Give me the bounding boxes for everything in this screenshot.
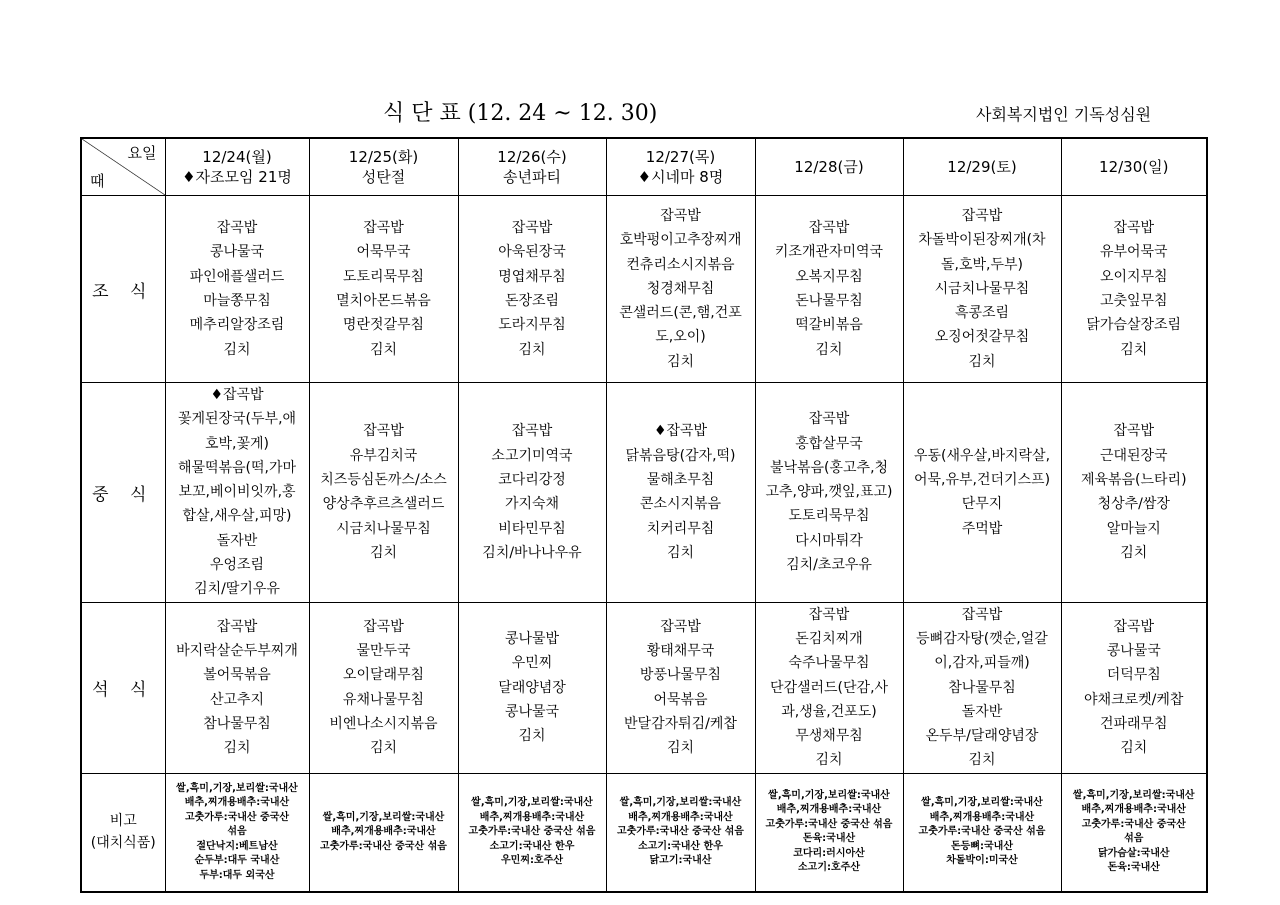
menu-cell (458, 602, 606, 773)
menu-item: 파인애플샐러드 (189, 268, 285, 285)
menu-item: 유채나물무침 (342, 691, 425, 708)
menu-item: 더덕무침 (1106, 667, 1161, 684)
day-header (309, 138, 458, 196)
menu-item: 불낙볶음(홍고추,청 (769, 459, 889, 476)
menu-table (80, 137, 1208, 893)
notes-cell (458, 773, 606, 892)
menu-item: 오이달래무침 (342, 667, 425, 684)
corner-meal-label: 때 (90, 172, 105, 190)
menu-item: 꽃게된장국(두부,애 (177, 411, 297, 428)
menu-item: 돈나물무침 (795, 293, 863, 309)
day-date: 12/28(금) (794, 158, 864, 176)
menu-item: 고추,양파,깻잎,표고) (765, 484, 893, 501)
menu-item: 이,감자,피들깨) (934, 655, 1030, 672)
origin-note: 우민찌:호주산 (501, 855, 563, 866)
menu-item: 돌자반 (216, 532, 258, 549)
menu-item: 볼어묵볶음 (203, 667, 271, 684)
menu-item: 김치 (968, 353, 996, 370)
notes-cell (309, 773, 458, 892)
menu-cell (755, 602, 903, 773)
menu-item: 도라지무침 (498, 317, 566, 334)
origin-note: 돈육:국내산 (1107, 862, 1160, 874)
origin-note: 쌀,흑미,기장,보리쌀:국내산 (619, 797, 742, 808)
origin-note: 절단낙지:베트남산 (196, 840, 278, 852)
corner-cell (81, 138, 165, 196)
menu-item: 돌,호박,두부) (941, 256, 1023, 273)
origin-note: 코다리:러시아산 (793, 847, 865, 859)
meal-row (81, 196, 1207, 383)
menu-item: 참나물무침 (948, 679, 1016, 696)
organization-name: 사회복지법인 기독성심원 (976, 105, 1152, 124)
day-header (458, 138, 606, 196)
menu-item: 숙주나물무침 (788, 655, 870, 672)
menu-item: 우동(새우살,바지락살, (913, 447, 1051, 464)
menu-item: 참나물무침 (203, 716, 271, 732)
menu-item: 김치 (815, 752, 843, 769)
menu-cell (309, 602, 458, 773)
menu-item: 도,오이) (655, 329, 706, 346)
menu-item: 유부김치국 (349, 447, 418, 464)
menu-item: 김치 (369, 341, 398, 358)
origin-note: 고춧가루:국내산 중국산 섞음 (918, 826, 1046, 837)
menu-item: 청경채무침 (646, 280, 715, 297)
menu-cell (309, 196, 458, 383)
menu-cell (755, 383, 903, 603)
menu-cell (606, 383, 755, 603)
menu-item: 바지락살순두부찌개 (176, 643, 298, 660)
menu-item: 돈장조림 (504, 293, 560, 309)
origin-note: 두부:대두 외국산 (199, 869, 275, 881)
menu-item: 등뼈감자탕(깻순,얼갈 (916, 630, 1048, 647)
menu-item: 보꼬,베이비잇까,홍 (178, 484, 296, 501)
menu-item: 호박펑이고추장찌개 (619, 232, 742, 249)
origin-note: 배추,찌개용배추:국내산 (628, 811, 733, 823)
menu-item: 김치 (518, 728, 546, 745)
menu-item: 잡곡밥 (808, 220, 850, 237)
menu-item: 김치/초코우유 (786, 557, 872, 574)
menu-item: 우엉조림 (209, 557, 265, 574)
page-title: 식 단 표 (12. 24 ~ 12. 30) (383, 101, 658, 126)
day-date: 12/30(일) (1099, 158, 1169, 176)
menu-item: 어묵무국 (356, 244, 411, 261)
notes-cell (165, 773, 309, 892)
day-note: 성탄절 (361, 168, 406, 186)
origin-note: 소고기:국내산 한우 (638, 840, 723, 852)
origin-note: 섞음 (227, 826, 247, 837)
origin-note: 배추,찌개용배추:국내산 (184, 797, 290, 808)
menu-item: 도토리묵무침 (342, 268, 425, 285)
menu-item: 코다리강정 (498, 472, 566, 489)
menu-cell (903, 196, 1061, 383)
menu-item: ♦잡곡밥 (653, 423, 708, 440)
day-note: ♦시네마 8명 (637, 168, 724, 186)
meal-row (81, 602, 1207, 773)
menu-item: 야채크로켓/케찹 (1084, 691, 1184, 708)
menu-item: 주먹밥 (961, 520, 1003, 537)
origin-note: 고춧가루:국내산 중국산 (184, 811, 290, 823)
menu-item: 비타민무침 (498, 520, 566, 537)
notes-cell (606, 773, 755, 892)
notes-cell (1061, 773, 1207, 892)
day-header (606, 138, 755, 196)
menu-item: 단감샐러드(단감,사 (769, 679, 889, 696)
menu-item: 차돌박이된장찌개(차 (918, 232, 1046, 249)
origin-note: 쌀,흑미,기장,보리쌀:국내산 (322, 811, 445, 823)
meal-label: 석 식 (81, 602, 165, 773)
day-date: 12/24(월) (202, 148, 272, 166)
day-header (165, 138, 309, 196)
menu-item: 콘소시지볶음 (639, 496, 722, 513)
menu-item: 치즈등심돈까스/소스 (320, 472, 447, 489)
menu-item: 과,생율,건포도) (781, 703, 877, 720)
meal-label: 조 식 (81, 196, 165, 383)
meal-label: 중 식 (81, 383, 165, 603)
day-date: 12/26(수) (497, 148, 567, 166)
menu-item: 치커리무침 (646, 520, 715, 537)
menu-item: 콩나물국 (1106, 643, 1161, 660)
menu-item: 김치 (223, 341, 251, 358)
origin-note: 배추,찌개용배추:국내산 (479, 811, 585, 823)
menu-item: 잡곡밥 (363, 618, 404, 635)
menu-item: 방풍나물무침 (639, 667, 722, 684)
origin-note: 고춧가루:국내산 중국산 섞음 (617, 826, 744, 837)
day-note: 송년파티 (503, 168, 561, 186)
menu-item: 떡갈비볶음 (795, 317, 863, 334)
menu-cell (458, 196, 606, 383)
menu-item: 오복지무침 (795, 268, 863, 285)
notes-cell (903, 773, 1061, 892)
menu-item: 닭볶음탕(감자,떡) (625, 447, 736, 464)
menu-item: 양상추후르츠샐러드 (322, 496, 445, 513)
menu-item: 소고기미역국 (491, 447, 573, 464)
menu-item: 합살,새우살,피망) (182, 508, 292, 525)
menu-item: 가지숙채 (504, 496, 560, 513)
menu-item: 김치 (666, 353, 695, 370)
menu-cell (165, 602, 309, 773)
menu-item: 온두부/달래양념장 (925, 728, 1039, 745)
menu-item: 시금치나물무침 (336, 520, 431, 537)
origin-note: 고춧가루:국내산 중국산 (1081, 818, 1186, 830)
menu-item: 달래양념장 (498, 679, 566, 696)
origin-note: 닭가슴살:국내산 (1097, 847, 1170, 859)
menu-item: 물만두국 (356, 643, 411, 660)
day-date: 12/25(화) (348, 148, 419, 166)
day-header (1061, 138, 1207, 196)
notes-cell (755, 773, 903, 892)
menu-item: 돈김치찌개 (795, 630, 863, 647)
menu-item: 호박,꽃게) (204, 435, 269, 452)
menu-item: 고춧잎무침 (1099, 293, 1168, 309)
menu-item: 다시마튀각 (795, 532, 863, 549)
origin-note: 닭고기:국내산 (649, 855, 712, 866)
menu-item: 잡곡밥 (216, 220, 258, 237)
day-header (755, 138, 903, 196)
menu-item: 콩나물밥 (504, 630, 560, 647)
menu-item: 근대된장국 (1099, 447, 1168, 464)
menu-cell (165, 383, 309, 603)
origin-note: 돈육:국내산 (802, 833, 856, 845)
menu-item: 알마늘지 (1106, 520, 1161, 537)
origin-note: 고춧가루:국내산 중국산 섞음 (765, 818, 893, 830)
menu-item: 제육볶음(느타리) (1080, 472, 1187, 489)
notes-row (81, 773, 1207, 892)
notes-label-line: (대치식품) (90, 835, 156, 852)
menu-item: 마늘쫑무침 (203, 293, 271, 309)
corner-day-label: 요일 (127, 144, 157, 162)
origin-note: 쌀,흑미,기장,보리쌀:국내산 (1072, 789, 1195, 801)
menu-cell (755, 196, 903, 383)
menu-item: 잡곡밥 (660, 207, 701, 224)
menu-item: 김치 (1120, 740, 1148, 757)
menu-item: 산고추지 (209, 691, 265, 708)
menu-item: 잡곡밥 (511, 220, 553, 237)
menu-cell (165, 196, 309, 383)
day-date: 12/27(목) (645, 148, 716, 166)
menu-cell (606, 196, 755, 383)
menu-item: 콩나물국 (209, 244, 265, 261)
menu-item: 잡곡밥 (216, 618, 258, 635)
menu-item: 유부어묵국 (1099, 244, 1168, 261)
menu-item: 비엔나소시지볶음 (329, 716, 438, 732)
menu-item: 잡곡밥 (1113, 618, 1155, 635)
menu-item: 잡곡밥 (660, 618, 701, 635)
menu-item: 잡곡밥 (363, 423, 404, 440)
menu-item: 잡곡밥 (363, 220, 404, 237)
origin-note: 쌀,흑미,기장,보리쌀:국내산 (768, 789, 890, 801)
menu-item: 김치 (1120, 341, 1148, 358)
menu-item: 김치 (369, 544, 398, 561)
menu-cell (309, 383, 458, 603)
menu-item: 돌자반 (961, 703, 1003, 720)
menu-item: 김치/바나나우유 (482, 544, 582, 561)
menu-cell (1061, 196, 1207, 383)
menu-item: 김치 (1120, 544, 1148, 561)
origin-note: 소고기:국내산 한우 (489, 840, 575, 852)
menu-item: 물해초무침 (646, 472, 715, 489)
menu-item: 닭가슴살장조림 (1086, 317, 1182, 334)
menu-item: 콘샐러드(콘,햄,건포 (619, 305, 742, 322)
origin-note: 순두부:대두 국내산 (194, 855, 280, 866)
menu-item: 잡곡밥 (961, 606, 1003, 623)
notes-label (81, 773, 165, 892)
menu-item: 명엽채무침 (498, 268, 566, 285)
origin-note: 쌀,흑미,기장,보리쌀:국내산 (921, 797, 1043, 808)
menu-item: 흑콩조림 (954, 305, 1010, 322)
menu-item: 메추리알장조림 (189, 317, 285, 334)
meal-row (81, 383, 1207, 603)
origin-note: 쌀,흑미,기장,보리쌀:국내산 (471, 797, 593, 808)
origin-note: 배추,찌개용배추:국내산 (331, 826, 436, 837)
origin-note: 고춧가루:국내산 중국산 섞음 (320, 840, 447, 852)
menu-item: 오징어젓갈무침 (934, 329, 1030, 346)
origin-note: 차돌박이:미국산 (946, 855, 1018, 866)
menu-cell (903, 602, 1061, 773)
menu-item: 반달감자튀김/케찹 (624, 716, 737, 732)
menu-item: 홍합살무국 (795, 435, 863, 452)
menu-item: 김치 (369, 740, 398, 757)
menu-cell (606, 602, 755, 773)
menu-item: 어묵볶음 (653, 691, 708, 708)
menu-item: 해물떡볶음(떡,가마 (177, 459, 297, 476)
menu-item: 어묵,유부,건더기스프) (913, 472, 1051, 489)
menu-item: 멸치아몬드볶음 (336, 293, 431, 309)
origin-note: 고춧가루:국내산 중국산 섞음 (468, 826, 596, 837)
menu-item: 우민찌 (511, 655, 553, 672)
menu-item: 김치/딸기우유 (194, 581, 280, 598)
menu-item: 컨츄리소시지볶음 (626, 256, 735, 273)
menu-item: 단무지 (961, 496, 1003, 513)
origin-note: 배추,찌개용배추:국내산 (929, 811, 1035, 823)
menu-item: 잡곡밥 (808, 606, 850, 623)
menu-item: 김치 (815, 341, 843, 358)
menu-item: 건파래무침 (1099, 716, 1168, 732)
menu-cell (903, 383, 1061, 603)
menu-cell (1061, 383, 1207, 603)
menu-item: 청상추/쌈장 (1097, 496, 1170, 513)
menu-item: 명란젓갈무침 (342, 317, 425, 334)
menu-item: 김치 (223, 740, 251, 757)
origin-note: 섞음 (1124, 833, 1144, 845)
menu-item: ♦잡곡밥 (210, 387, 264, 403)
origin-note: 돈등뼈:국내산 (951, 840, 1013, 852)
day-date: 12/29(토) (947, 158, 1017, 176)
menu-item: 오이지무침 (1099, 268, 1168, 285)
menu-item: 시금치나물무침 (934, 280, 1030, 297)
menu-item: 도토리묵무침 (788, 508, 870, 525)
origin-note: 배추,찌개용배추:국내산 (1081, 804, 1186, 816)
menu-cell (458, 383, 606, 603)
menu-item: 김치 (666, 544, 695, 561)
day-note: ♦자조모임 21명 (182, 168, 292, 186)
menu-item: 황태채무국 (646, 643, 715, 660)
origin-note: 소고기:호주산 (798, 862, 860, 874)
notes-label-line: 비고 (109, 813, 137, 830)
origin-note: 쌀,흑미,기장,보리쌀:국내산 (176, 782, 298, 794)
menu-item: 아욱된장국 (498, 244, 566, 261)
menu-item: 잡곡밥 (961, 207, 1003, 224)
day-header (903, 138, 1061, 196)
header-row (81, 138, 1207, 196)
menu-item: 잡곡밥 (1113, 220, 1155, 237)
menu-item: 잡곡밥 (808, 411, 850, 428)
origin-note: 배추,찌개용배추:국내산 (776, 804, 882, 816)
menu-item: 잡곡밥 (511, 423, 553, 440)
menu-item: 무생채무침 (795, 728, 863, 745)
menu-item: 김치 (518, 341, 546, 358)
menu-item: 잡곡밥 (1113, 423, 1155, 440)
menu-item: 콩나물국 (504, 703, 560, 720)
menu-item: 김치 (968, 752, 996, 769)
menu-cell (1061, 602, 1207, 773)
menu-item: 김치 (666, 740, 695, 757)
menu-item: 키조개관자미역국 (774, 244, 884, 261)
